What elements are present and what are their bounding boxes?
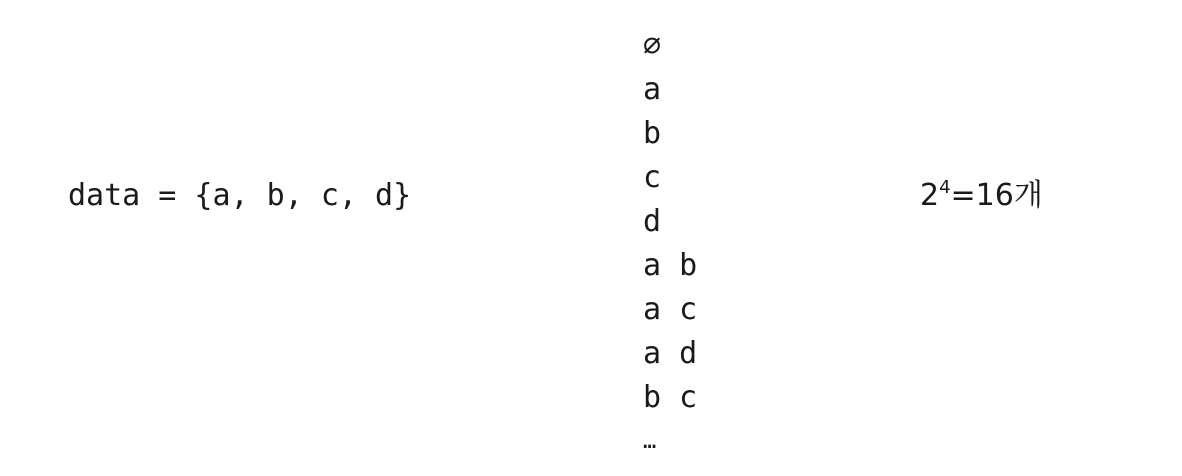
subset-item: a b xyxy=(643,248,698,283)
count-base: 2 xyxy=(920,178,940,213)
subset-item: ∅ xyxy=(643,28,662,63)
subset-item: a c xyxy=(643,292,698,327)
subset-ellipsis: … xyxy=(643,429,657,454)
count-result: =16개 xyxy=(950,178,1043,213)
subset-count xyxy=(920,174,1043,218)
subset-item: c xyxy=(643,160,662,195)
subset-item: a xyxy=(643,72,662,107)
subset-list xyxy=(643,24,697,464)
subset-item: b c xyxy=(643,380,698,415)
set-definition: data = {a, b, c, d} xyxy=(68,178,412,213)
count-exponent: 4 xyxy=(939,177,951,198)
subset-item: b xyxy=(643,116,662,151)
subset-item: d xyxy=(643,204,662,239)
subset-item: a d xyxy=(643,336,698,371)
